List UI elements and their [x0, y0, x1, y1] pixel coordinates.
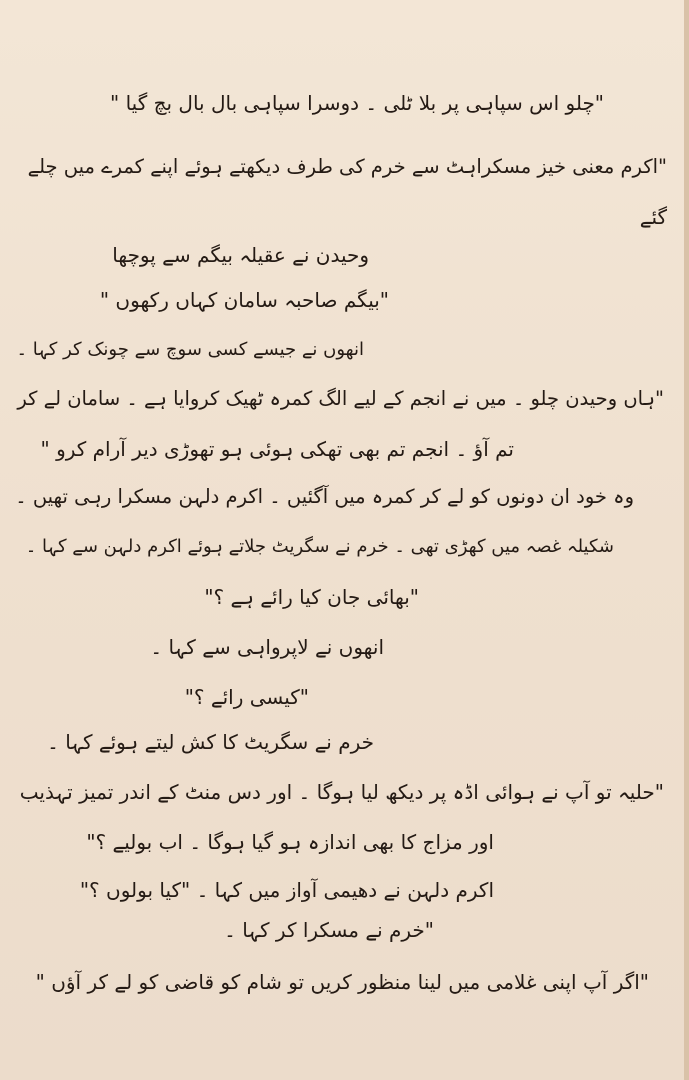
text-line-3: گئے [639, 205, 667, 229]
page-edge [684, 0, 689, 1080]
text-line-17: اکرم دلہن نے دھیمی آواز میں کہا ۔ "کیا بولوں ؟" [79, 878, 494, 902]
text-line-5: "بیگم صاحبہ سامان کہاں رکھوں " [99, 288, 389, 312]
text-line-18: "خرم نے مسکرا کر کہا ۔ [224, 918, 434, 942]
text-line-12: انھوں نے لاپرواہی سے کہا ۔ [150, 635, 384, 659]
text-line-11: "بھائی جان کیا رائے ہے ؟" [204, 585, 419, 609]
text-line-8: تم آؤ ۔ انجم تم بھی تھکی ہوئی ہو تھوڑی دیر آرام کرو " [40, 437, 514, 461]
text-line-19: "اگر آپ اپنی غلامی میں لینا منظور کریں تو شام کو قاضی کو لے کر آؤں " [35, 970, 649, 994]
text-line-9: وہ خود ان دونوں کو لے کر کمرہ میں آگئیں ۔ اکرم دلہن مسکرا رہی تھیں ۔ [15, 485, 634, 508]
text-line-10: شکیلہ غصہ میں کھڑی تھی ۔ خرم نے سگریٹ جلاتے ہوئے اکرم دلہن سے کہا ۔ [25, 536, 614, 557]
text-line-7: "ہاں وحیدن چلو ۔ میں نے انجم کے لیے الگ کمرہ ٹھیک کروایا ہے ۔ سامان لے کر [17, 387, 664, 410]
text-line-6: انھوں نے جیسے کسی سوچ سے چونک کر کہا ۔ [16, 339, 364, 360]
text-line-1: "چلو اس سپاہی پر بلا ٹلی ۔ دوسرا سپاہی بال بال بچ گیا " [110, 91, 604, 115]
text-line-13: "کیسی رائے ؟" [184, 685, 309, 709]
text-line-2: "اکرم معنی خیز مسکراہٹ سے خرم کی طرف دیکھتے ہوئے اپنے کمرے میں چلے [27, 155, 667, 178]
text-line-15: "حلیہ تو آپ نے ہوائی اڈہ پر دیکھ لیا ہوگا ۔ اور دس منٹ کے اندر تمیز تہذیب [19, 780, 664, 804]
text-line-4: وحیدن نے عقیلہ بیگم سے پوچھا [112, 243, 369, 267]
text-line-16: اور مزاج کا بھی اندازہ ہو گیا ہوگا ۔ اب بولیے ؟" [86, 830, 494, 854]
text-line-14: خرم نے سگریٹ کا کش لیتے ہوئے کہا ۔ [47, 730, 374, 754]
